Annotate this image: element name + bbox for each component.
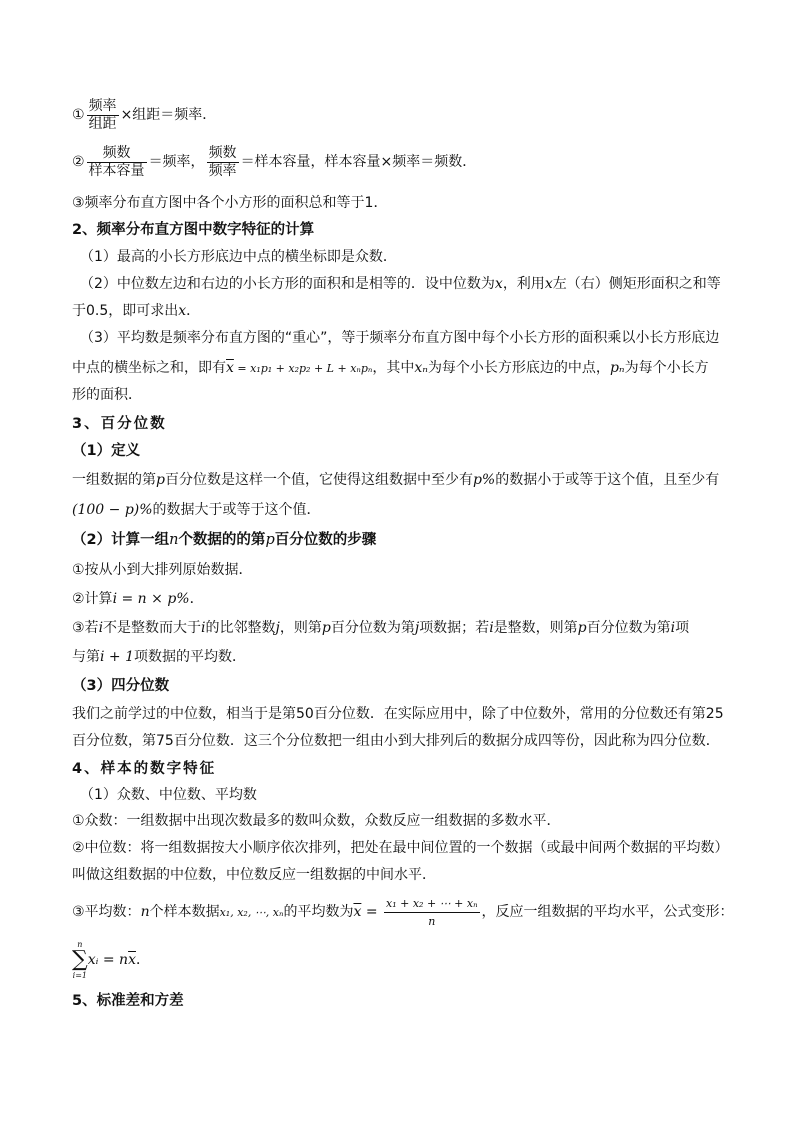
text: （2）中位数左边和右边的小长方形的面积和是相等的．设中位数为 <box>80 276 495 292</box>
text: ，反应一组数据的平均水平，公式变形： <box>481 904 734 920</box>
subsection-heading <box>72 530 376 550</box>
section-heading: 4、样本的数字特征 <box>72 761 217 777</box>
formula-text: ＝样本容量，样本容量×频率＝频数． <box>240 154 477 170</box>
paragraph-line: 我们之前学过的中位数，相当于是第50百分位数．在实际应用中，除了中位数外，常用的分位数还有第25 <box>72 706 724 722</box>
paragraph-line: （3）平均数是频率分布直方图的“重心”，等于频率分布直方图中每个小长方形的面积乘以小长方形底边 <box>80 330 720 346</box>
text: 为每个小长方 <box>624 360 709 376</box>
mean-fraction <box>384 895 480 930</box>
formula-text: ×组距＝频率． <box>120 107 217 123</box>
text: 个数据的的第 <box>178 532 266 548</box>
sum-formula-line <box>72 940 150 980</box>
text: 项数据；若 <box>419 620 490 636</box>
step-line <box>72 589 204 609</box>
subsection-heading: （1）定义 <box>72 443 141 459</box>
text: ． <box>189 591 204 607</box>
paragraph-line: ②中位数：将一组数据按大小顺序依次排列，把处在最中间位置的一个数据（或最中间两个数据的平均数） <box>72 840 729 856</box>
text: 不是整数而大于 <box>103 620 202 636</box>
section-heading: 5、标准差和方差 <box>72 993 184 1009</box>
text: ，其中 <box>372 360 415 376</box>
text: ，则第 <box>279 620 322 636</box>
math-op: = <box>233 362 251 375</box>
math-formula: x₁p₁ + x₂p₂ + L + xₙpₙ <box>250 362 373 375</box>
math-var-xbar: $\overline{x}$ <box>128 952 136 968</box>
fraction-denominator: 频率 <box>208 162 237 179</box>
text: 为每个小长方形底边的中点， <box>427 360 610 376</box>
circled-number: ② <box>72 154 85 170</box>
text: 是整数，则第 <box>493 620 578 636</box>
math-var: p% <box>472 472 496 488</box>
text: 的比邻整数 <box>205 620 276 636</box>
paragraph-line <box>80 274 721 294</box>
fraction-numerator: 频数 <box>208 144 237 161</box>
math-op: = <box>361 904 383 920</box>
frequency-formula-line-2 <box>72 142 476 182</box>
math-var: x <box>178 303 187 319</box>
subsection-heading: （3）四分位数 <box>72 678 170 694</box>
math-var: pₙ <box>609 360 625 376</box>
histogram-area-sum-line: ③频率分布直方图中各个小方形的面积总和等于1． <box>72 195 388 211</box>
sum-lower-limit: i=1 <box>72 971 88 980</box>
step-line <box>72 647 246 667</box>
sum-upper-limit: n <box>77 940 83 949</box>
fraction <box>207 145 239 180</box>
text: 项 <box>675 620 690 636</box>
paragraph-line <box>72 301 200 321</box>
math-var-xbar: $\overline{x}$ <box>353 904 362 920</box>
math-var: p <box>265 532 275 548</box>
paragraph-line: ①众数：一组数据中出现次数最多的数叫众数，众数反应一组数据的多数水平． <box>72 813 561 829</box>
math-var: j <box>275 620 280 636</box>
text: ． <box>186 303 201 319</box>
paragraph-line: 叫做这组数据的中位数，中位数反应一组数据的中间水平． <box>72 867 436 883</box>
frequency-formula-line-1 <box>72 95 216 135</box>
circled-number: ① <box>72 107 85 123</box>
fraction-denominator: 样本容量 <box>88 162 145 179</box>
paragraph-line: 形的面积． <box>72 387 142 403</box>
section-heading: 2、频率分布直方图中数字特征的计算 <box>72 222 315 238</box>
math-var: x <box>494 276 503 292</box>
text: 与第 <box>72 649 100 665</box>
math-var: j <box>414 620 420 636</box>
text: 百分位数为第 <box>330 620 415 636</box>
math-var: x <box>544 276 553 292</box>
math-formula: xᵢ = n <box>87 952 129 968</box>
math-var: p <box>577 620 587 636</box>
math-var: i <box>98 620 104 636</box>
fraction-numerator: x₁ + x₂ + ⋯ + xₙ <box>384 895 480 913</box>
step-line <box>72 618 689 638</box>
math-var: p <box>156 472 165 488</box>
math-formula: i = n × p% <box>112 591 190 607</box>
fraction <box>87 98 119 133</box>
math-var: i <box>670 620 676 636</box>
text: ，利用 <box>502 276 545 292</box>
formula-text: ＝频率， <box>148 154 205 170</box>
mean-formula-line <box>72 892 734 933</box>
text: 百分位数是这样一个值，它使得这组数据中至少有 <box>164 472 473 488</box>
math-var: n <box>169 532 179 548</box>
math-formula: (100 − p)% <box>72 502 153 518</box>
subsection-heading: （1）众数、中位数、平均数 <box>80 787 257 803</box>
math-var: xₙ <box>414 360 428 376</box>
text: 一组数据的第 <box>72 472 156 488</box>
sigma-icon: ∑ <box>72 947 88 972</box>
text: （2）计算一组 <box>72 532 170 548</box>
math-var: p <box>321 620 331 636</box>
text: ． <box>135 952 150 968</box>
text: ③平均数： <box>72 904 141 920</box>
paragraph-line <box>72 358 709 379</box>
fraction <box>87 145 147 180</box>
paragraph-line: （1）最高的小长方形底边中点的横坐标即是众数． <box>80 249 397 265</box>
text: 的数据大于或等于这个值． <box>152 502 321 518</box>
text: 的数据小于或等于这个值，且至少有 <box>495 472 720 488</box>
text: ③若 <box>72 620 99 636</box>
text: 的平均数为 <box>283 904 354 920</box>
math-var: n <box>140 904 150 920</box>
paragraph-line <box>72 470 719 490</box>
text: 中点的横坐标之和，即有 <box>72 360 226 376</box>
sigma-symbol <box>72 940 88 980</box>
math-var: i <box>201 620 206 636</box>
math-formula: x₁, x₂, ⋯, xₙ <box>219 906 284 919</box>
fraction-numerator: 频率 <box>88 97 117 114</box>
text: 于0.5，即可求出 <box>72 303 179 319</box>
text: 项数据的平均数． <box>134 649 247 665</box>
math-var: i <box>489 620 494 636</box>
section-heading: 3、百分位数 <box>72 416 167 432</box>
math-var-xbar: $\overline{x}$ <box>226 360 234 376</box>
paragraph-line <box>72 500 321 520</box>
step-line: ①按从小到大排列原始数据． <box>72 562 253 578</box>
fraction-denominator: 组距 <box>88 115 117 132</box>
fraction-numerator: 频数 <box>87 145 147 163</box>
math-formula: i + 1 <box>100 649 135 665</box>
text: 左（右）侧矩形面积之和等 <box>552 276 721 292</box>
fraction-denominator: n <box>428 914 436 928</box>
text: 个样本数据 <box>149 904 220 920</box>
text: 百分位数的步骤 <box>274 532 377 548</box>
text: 百分位数为第 <box>586 620 671 636</box>
paragraph-line: 百分位数，第75百分位数．这三个分位数把一组由小到大排列后的数据分成四等份，因此称为四分位数． <box>72 733 720 749</box>
text: ②计算 <box>72 591 113 607</box>
